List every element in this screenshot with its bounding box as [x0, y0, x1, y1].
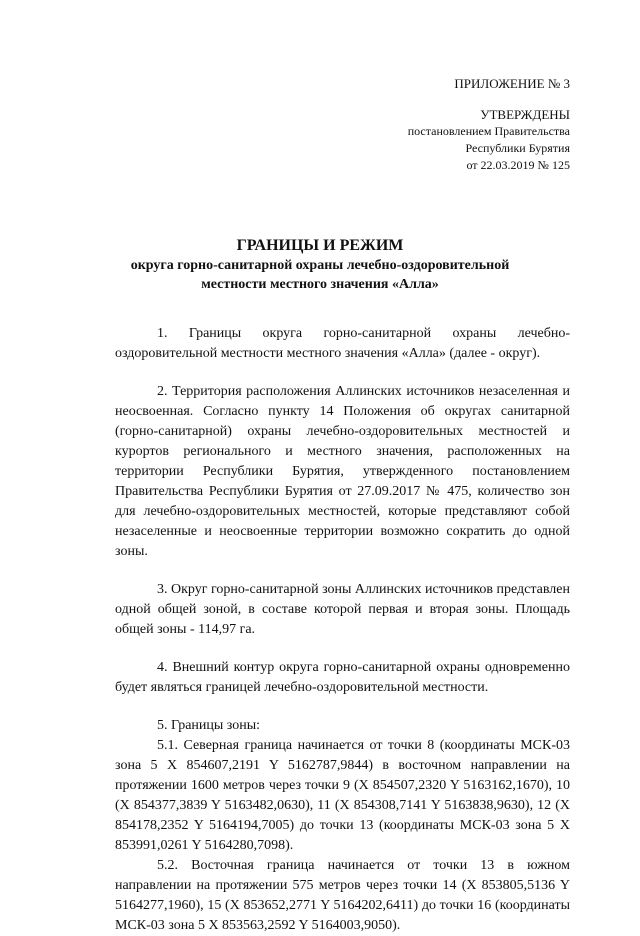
paragraph-5-1: 5.1. Северная граница начинается от точки 8 (координаты МСК-03 зона 5 X 854607,2191 Y 5162787,9844) в восточном направлении на протяжении 1600 метров через точки 9 (X 854507,2320 Y 5163162,1670), 10 (X 854377,3839 Y 5163482,0630), 11 (X 854308,7141 Y 5163838,9630), 12 (X 854178,2352 Y 5164194,7005) до точки 13 (координаты МСК-03 зона 5 X 853991,0261 Y 5164280,7098).: [115, 738, 570, 853]
approval-line-2: Республики Бурятия: [465, 141, 570, 155]
document-body: [115, 324, 570, 936]
annex-label: ПРИЛОЖЕНИЕ № 3: [454, 76, 570, 91]
paragraph-1: 1. Границы округа горно-санитарной охраны лечебно-оздоровительной местности местного значения «Алла» (далее - округ).: [115, 326, 570, 361]
document-title: [70, 236, 570, 294]
title-line-2: округа горно-санитарной охраны лечебно-оздоровительной: [130, 258, 510, 273]
paragraph-2: 2. Территория расположения Аллинских источников незаселенная и неосвоенная. Согласно пункту 14 Положения об округах санитарной (горно-санитарной) охраны лечебно-оздоровительных местностей и курортов регионального и местного значения, расположенных на территории Республики Бурятия, утвержденного постановлением Правительства Республики Бурятия от 27.09.2017 № 475, количество зон для лечебно-оздоровительных местностей, которые представляют собой незаселенные и неосвоенные территории возможно сократить до одной зоны.: [115, 384, 570, 559]
paragraph-5: 5. Границы зоны:: [157, 718, 261, 733]
title-line-3: местности местного значения «Алла»: [201, 277, 439, 292]
approval-line-3: от 22.03.2019 № 125: [466, 158, 570, 172]
title-line-1: ГРАНИЦЫ И РЕЖИМ: [236, 237, 404, 254]
paragraph-3: 3. Округ горно-санитарной зоны Аллинских источников представлен одной общей зоной, в составе которой первая и вторая зоны. Площадь общей зоны - 114,97 га.: [115, 582, 570, 637]
approval-line-1: постановлением Правительства: [407, 124, 570, 138]
paragraph-5-2: 5.2. Восточная граница начинается от точки 13 в южном направлении на протяжении 575 метров через точки 14 (X 853805,5136 Y 5164277,1960), 15 (X 853652,2771 Y 5164202,6411) до точки 16 (координаты МСК-03 зона 5 X 853563,2592 Y 5164003,9050).: [115, 858, 570, 933]
paragraph-4: 4. Внешний контур округа горно-санитарной охраны одновременно будет являться границей лечебно-оздоровительной местности.: [115, 660, 570, 695]
document-header: [408, 76, 570, 174]
approved-label: УТВЕРЖДЕНЫ: [480, 107, 570, 122]
